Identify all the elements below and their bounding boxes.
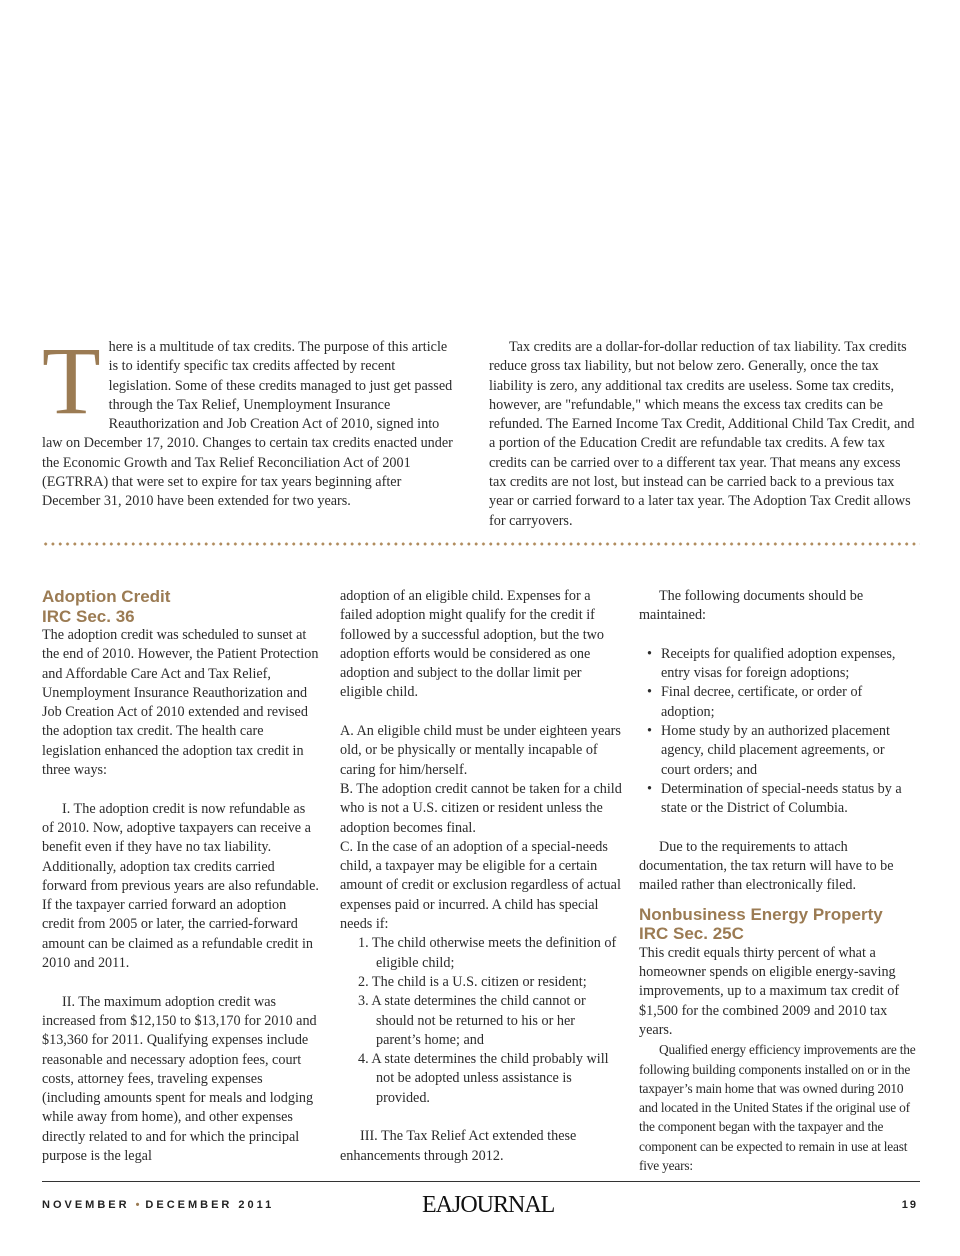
column-1 [42, 587, 320, 1166]
dotted-divider [42, 541, 920, 547]
paragraph: I. The adoption credit is now refundable as of 2010. Now, adoptive taxpayers can receive a benefit even if they have no tax liability. Additionally, adoption tax credits carried forward from previous years are also refundable. If the taxpayer carried forward an adoption credit from 2005 or later, the carried-forward amount can be claimed as a refundable credit in 2010 and 2011. [42, 800, 319, 972]
document-list [639, 645, 917, 819]
paragraph-b: B. The adoption credit cannot be taken for a child who is not a U.S. citizen or resident unless the adoption becomes final. [340, 780, 622, 836]
paragraph: adoption of an eligible child. Expenses for a failed adoption might qualify for the credit if followed by a successful adoption, but the two adoption efforts would be considered as one adoption and subject to the dollar limit per eligible child. [340, 588, 604, 701]
footer-rule [42, 1181, 920, 1182]
intro-paragraph-left: here is a multitude of tax credits. The purpose of this article is to identify specific tax credits affected by recent legislation. Some of these credits managed to just get passed through the Tax Relief, Unemployment Insurance Reauthorization and Job Creation Act of 2010, signed into law on December 17, 2010. Changes to certain tax credits enacted under the Economic Growth and Tax Relief Reconciliation Act of 2001 (EGTRRA) that were set to expire for tax years beginning after December 31, 2010 have been extended for two years. [42, 339, 453, 510]
list-item: • Final decree, certificate, or order of adoption; [661, 683, 917, 722]
paragraph: The following documents should be maintained: [639, 588, 864, 624]
footer-date [42, 1199, 274, 1211]
footer-month-1: NOVEMBER [42, 1199, 130, 1211]
section-heading-adoption: Adoption Credit [42, 587, 171, 606]
list-item: 2. The child is a U.S. citizen or resident; [358, 973, 587, 990]
column-3 [639, 587, 917, 1175]
drop-cap: T [42, 327, 101, 434]
footer-separator: • [135, 1199, 140, 1211]
list-item: 1. The child otherwise meets the definition of eligible child; [358, 935, 617, 971]
list-item: • Home study by an authorized placement agency, child placement agreements, or court orders; and [661, 722, 917, 780]
list-item: 3. A state determines the child cannot or should not be returned to his or her parent’s home; and [358, 993, 586, 1048]
intro-paragraph-right: Tax credits are a dollar-for-dollar reduction of tax liability. Tax credits reduce gross tax liability, but not below zero. Generally, once the tax liability is zero, any additional tax credits are useless. Some tax credits, however, are "refundable," which means the excess tax credits can be refunded. The Earned Income Tax Credit, Additional Child Tax Credit, and a portion of the Education Credit are refundable tax credits. A few tax credits can be carried over to a different tax year. That means any excess tax credits are not lost, but instead can be carried back to a previous tax year or carried forward to a later tax year. The Adoption Tax Credit allows for carryovers. [489, 339, 915, 529]
section-subheading-energy: IRC Sec. 25C [639, 924, 744, 944]
column-2 [340, 587, 622, 1166]
list-item: • Determination of special-needs status by a state or the District of Columbia. [661, 780, 917, 819]
paragraph: III. The Tax Relief Act extended these enhancements through 2012. [340, 1128, 577, 1164]
paragraph-a: A. An eligible child must be under eighteen years old, or be physically or mentally incapable of caring for him/herself. [340, 723, 621, 778]
intro-left-column [42, 327, 456, 512]
intro-right-column [489, 338, 919, 531]
footer-month-2: DECEMBER 2011 [145, 1199, 275, 1211]
paragraph: Due to the requirements to attach documentation, the tax return will have to be mailed rather than electronically filed. [639, 838, 894, 894]
section-subheading-adoption: IRC Sec. 36 [42, 606, 135, 626]
paragraph: Qualified energy efficiency improvements are the following building components installed on or in the taxpayer’s main home that was owned during 2010 and located in the United States if the original use of the component began with the taxpayer and the component can be expected to remain in use at least five years: [639, 1042, 916, 1174]
list-item: 4. A state determines the child probably will not be adopted unless assistance is provided. [358, 1051, 609, 1106]
paragraph: The adoption credit was scheduled to sunset at the end of 2010. However, the Patient Protection and Affordable Care Act and Tax Relief, Unemployment Insurance Reauthorization and Job Creation Act of 2010 extended and revised the adoption tax credit. The health care legislation enhanced the adoption tax credit in three ways: [42, 627, 319, 779]
page-number: 19 [901, 1199, 918, 1211]
paragraph: II. The maximum adoption credit was increased from $12,150 to $13,170 for 2010 and $13,360 for 2011. Qualifying expenses include reasonable and necessary adoption fees, court costs, attorney fees, traveling expenses (including amounts spent for meals and lodging while away from home), and other expenses directly related to and for which the principal purpose is the legal [42, 993, 317, 1165]
journal-logo: EAJOURNAL [422, 1192, 555, 1218]
section-heading-energy: Nonbusiness Energy Property [639, 904, 883, 924]
list-item: • Receipts for qualified adoption expenses, entry visas for foreign adoptions; [661, 645, 917, 684]
paragraph-c: C. In the case of an adoption of a special-needs child, a taxpayer may be eligible for a certain amount of credit or exclusion regardless of actual expenses paid or incurred. A child has special needs if: [340, 838, 621, 933]
paragraph: This credit equals thirty percent of what a homeowner spends on eligible energy-saving improvements, up to a maximum tax credit of $1,500 for the combined 2009 and 2010 tax years. [639, 944, 900, 1038]
